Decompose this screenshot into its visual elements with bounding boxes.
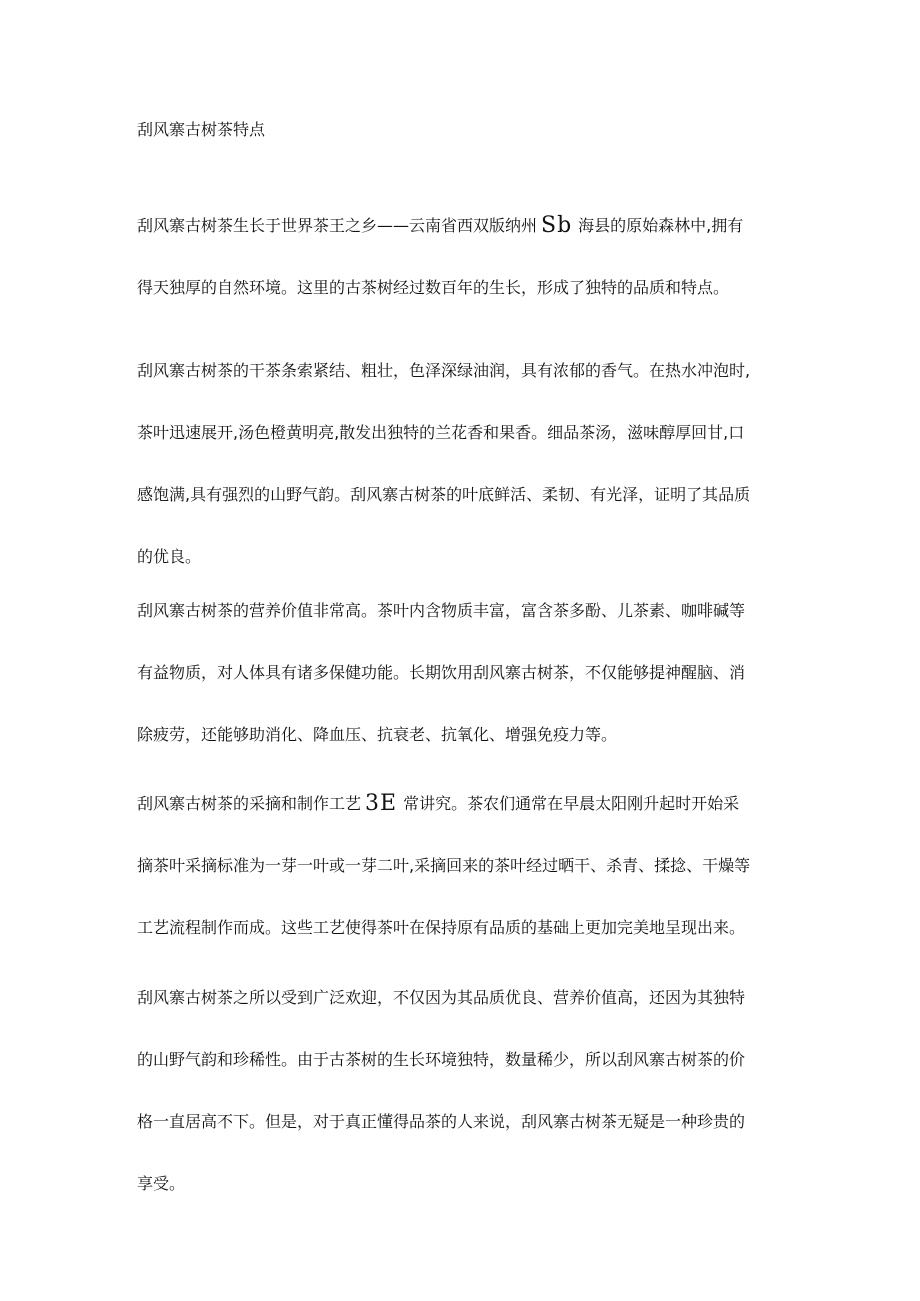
garbled-glyph-text: 3E (365, 791, 398, 816)
paragraph-line: 感饱满,具有强烈的山野气韵。刮风寨古树茶的叶底鲜活、柔韧、有光泽，证明了其品质 (137, 485, 751, 504)
paragraph-popularity (137, 985, 787, 1197)
paragraph-line: 茶叶迅速展开,汤色橙黄明亮,散发出独特的兰花香和果香。细品茶汤，滋味醇厚回甘,口 (137, 423, 745, 442)
paragraph-nutrition (137, 598, 787, 748)
paragraph-line: 格一直居高不下。但是，对于真正懂得品茶的人来说，刮风寨古树茶无疑是一种珍贵的 (137, 1112, 746, 1131)
paragraph-craft (137, 791, 787, 941)
document-title: 刮风寨古树茶特点 (137, 120, 266, 139)
paragraph-line: 享受。 (137, 1174, 186, 1193)
paragraph-origin (137, 213, 787, 301)
paragraph-line: 刮风寨古树茶生长于世界茶王之乡——云南省西双版纳州 Sb 海县的原始森林中,拥有 (137, 213, 744, 238)
paragraph-line: 工艺流程制作而成。这些工艺使得茶叶在保持原有品质的基础上更加完美地呈现出来。 (137, 918, 746, 937)
garbled-glyph-text: Sb (541, 213, 573, 238)
paragraph-appearance (137, 358, 787, 570)
paragraph-line: 刮风寨古树茶的营养价值非常高。茶叶内含物质丰富，富含茶多酚、儿茶素、咖啡碱等 (137, 601, 746, 620)
paragraph-line: 刮风寨古树茶的干茶条索紧结、粗壮，色泽深绿油润，具有浓郁的香气。在热水冲泡时, (137, 361, 751, 380)
paragraph-line: 有益物质，对人体具有诸多保健功能。长期饮用刮风寨古树茶，不仅能够提神醒脑、消 (137, 663, 746, 682)
paragraph-line: 摘茶叶采摘标准为一芽一叶或一芽二叶,采摘回来的茶叶经过晒干、杀青、揉捻、干燥等 (137, 856, 751, 875)
paragraph-line: 的山野气韵和珍稀性。由于古茶树的生长环境独特，数量稀少，所以刮风寨古树茶的价 (137, 1050, 746, 1069)
paragraph-line: 刮风寨古树茶之所以受到广泛欢迎，不仅因为其品质优良、营养价值高，还因为其独特 (137, 988, 746, 1007)
paragraph-line: 除疲劳，还能够助消化、降血压、抗衰老、抗氧化、增强免疫力等。 (137, 725, 618, 744)
paragraph-line: 得天独厚的自然环境。这里的古茶树经过数百年的生长，形成了独特的品质和特点。 (137, 278, 730, 297)
paragraph-line: 的优良。 (137, 547, 202, 566)
paragraph-line: 刮风寨古树茶的采摘和制作工艺 3E 常讲究。茶农们通常在早晨太阳刚升起时开始采 (137, 791, 740, 816)
